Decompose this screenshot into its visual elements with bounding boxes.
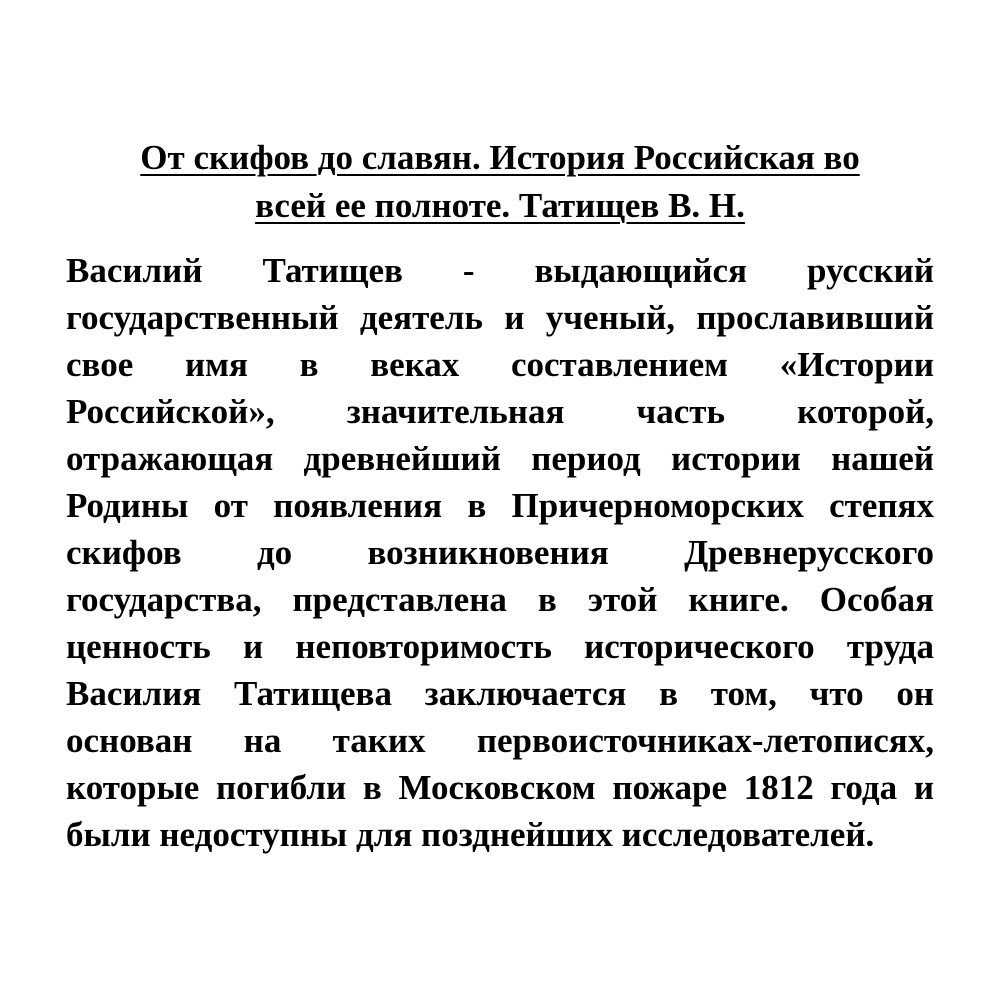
paragraph-line: которые погибли в Московском пожаре 1812 года и (66, 768, 934, 807)
paragraph-line: свое имя в веках составлением «Истории (66, 345, 934, 384)
paragraph-line: Родины от появления в Причерноморских степях (66, 486, 934, 525)
paragraph-line: Василий Татищев - выдающийся русский (66, 251, 934, 290)
paragraph-line: были недоступны для позднейших исследователей. (66, 815, 875, 854)
paragraph-line: государства, представлена в этой книге. Особая (66, 580, 934, 619)
title-line: От скифов до славян. История Российская во (140, 138, 860, 177)
paragraph-line: Василия Татищева заключается в том, что он (66, 674, 934, 713)
paragraph-line: государственный деятель и ученый, прославивший (66, 298, 934, 337)
paragraph-line: скифов до возникновения Древнерусского (66, 533, 934, 572)
document-title (66, 134, 934, 230)
title-line: всей ее полноте. Татищев В. Н. (255, 186, 745, 225)
paragraph-line: основан на таких первоисточниках-летописях, (66, 721, 934, 760)
description-paragraph (66, 247, 934, 858)
paragraph-line: отражающая древнейший период истории нашей (66, 439, 934, 478)
paragraph-line: Российской», значительная часть которой, (66, 392, 934, 431)
paragraph-line: ценность и неповторимость исторического труда (66, 627, 934, 666)
